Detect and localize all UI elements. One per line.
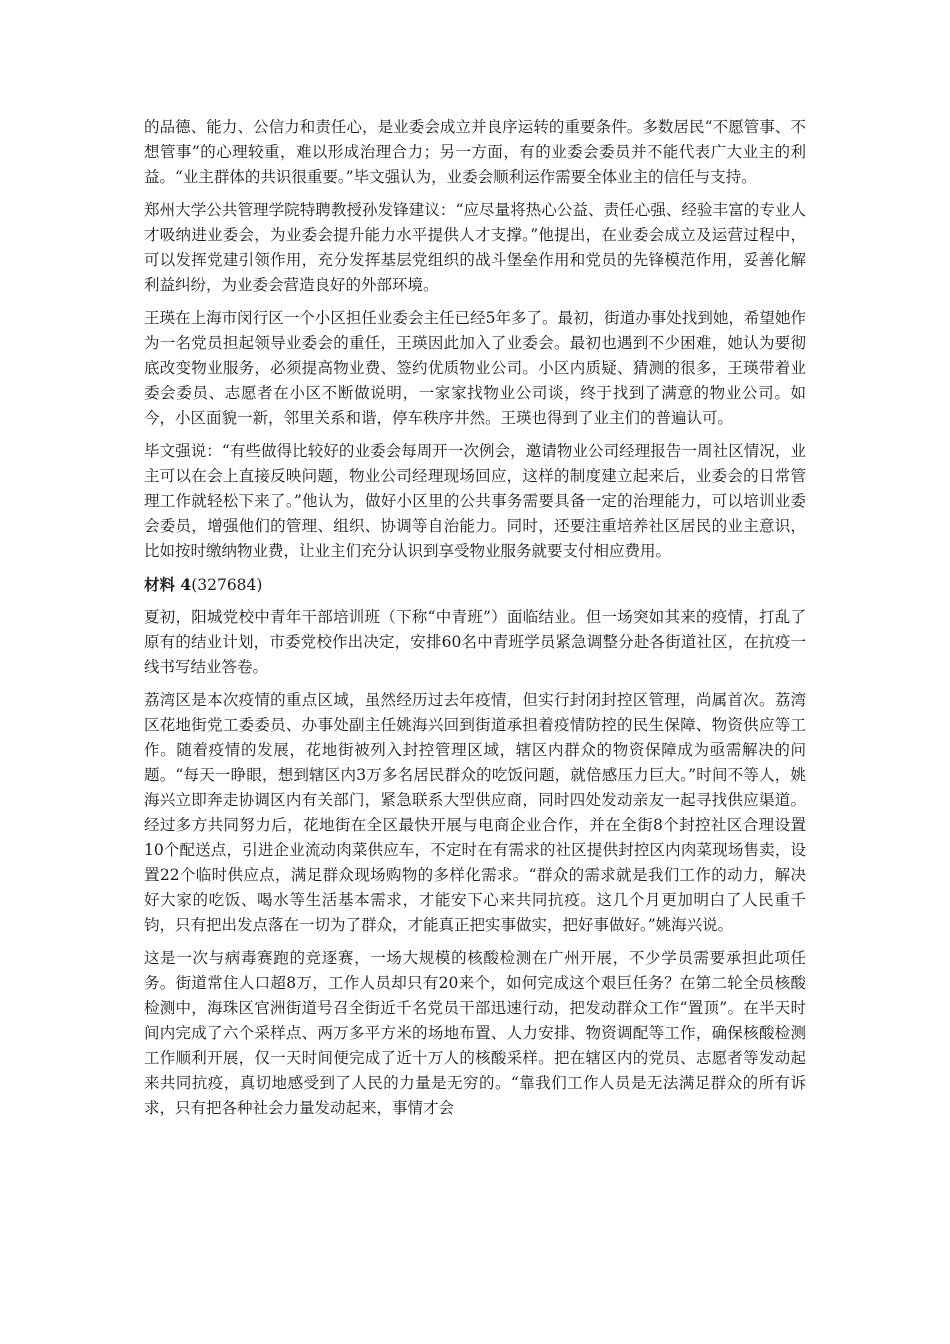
paragraph-5: 夏初，阳城党校中青年干部培训班（下称“中青班”）面临结业。但一场突如其来的疫情，打乱了原有的结业计划，市委党校作出决定，安排60名中青班学员紧急调整分赴各街道社区，在抗疫一线书写结业答卷。 — [144, 608, 806, 676]
paragraph-3: 王瑛在上海市闵行区一个小区担任业委会主任已经5年多了。最初，街道办事处找到她，希望她作为一名党员担起领导业委会的重任，王瑛因此加入了业委会。最初也遇到不少困难，她认为要彻底改变物业服务，必须提高物业费、签约优质物业公司。小区内质疑、猜测的很多，王瑛带着业委会委员、志愿者在小区不断做说明，一家家找物业公司谈，终于找到了满意的物业公司。如今，小区面貌一新，邻里关系和谐，停车秩序井然。王瑛也得到了业主们的普遍认可。 — [144, 309, 806, 427]
heading-label: 材料 4 — [144, 575, 192, 594]
paragraph-6: 荔湾区是本次疫情的重点区域，虽然经历过去年疫情，但实行封闭封控区管理，尚属首次。荔湾区花地街党工委委员、办事处副主任姚海兴回到街道承担着疫情防控的民生保障、物资供应等工作。随着疫情的发展，花地街被列入封控管理区域，辖区内群众的物资保障成为亟需解决的问题。“每天一睁眼，想到辖区内3万多名居民群众的吃饭问题，就倍感压力巨大。”时间不等人，姚海兴立即奔走协调区内有关部门，紧急联系大型供应商，同时四处发动亲友一起寻找供应渠道。经过多方共同努力后，花地街在全区最快开展与电商企业合作，并在全街8个封控社区合理设置10个配送点，引进企业流动肉菜供应车，不定时在有需求的社区提供封控区内肉菜现场售卖，设置22个临时供应点，满足群众现场购物的多样化需求。“群众的需求就是我们工作的动力，解决好大家的吃饭、喝水等生活基本需求，才能安下心来共同抗疫。这几个月更加明白了人民重千钧，只有把出发点落在一切为了群众，才能真正把实事做实，把好事做好。”姚海兴说。 — [144, 691, 806, 934]
document-page — [144, 115, 806, 1129]
paragraph-2: 郑州大学公共管理学院特聘教授孙发锋建议：“应尽量将热心公益、责任心强、经验丰富的专业人才吸纳进业委会，为业委会提升能力水平提供人才支撑。”他提出，在业委会成立及运营过程中，可以发挥党建引领作用，充分发挥基层党组织的战斗堡垒作用和党员的先锋模范作用，妥善化解利益纠纷，为业委会营造良好的外部环境。 — [144, 201, 806, 294]
paragraph-4: 毕文强说：“有些做得比较好的业委会每周开一次例会，邀请物业公司经理报告一周社区情况，业主可以在会上直接反映问题，物业公司经理现场回应，这样的制度建立起来后，业委会的日常管理工作就轻松下来了。”他认为，做好小区里的公共事务需要具备一定的治理能力，可以培训业委会委员，增强他们的管理、组织、协调等自治能力。同时，还要注重培养社区居民的业主意识，比如按时缴纳物业费，让业主们充分认识到享受物业服务就要支付相应费用。 — [144, 442, 806, 560]
paragraph-1: 的品德、能力、公信力和责任心，是业委会成立并良序运转的重要条件。多数居民“不愿管事、不想管事”的心理较重，难以形成治理合力；另一方面，有的业委会委员并不能代表广大业主的利益。“业主群体的共识很重要。”毕文强认为，业委会顺利运作需要全体业主的信任与支持。 — [144, 118, 806, 186]
section-heading — [144, 572, 806, 598]
paragraph-7: 这是一次与病毒赛跑的竞逐赛，一场大规模的核酸检测在广州开展，不少学员需要承担此项任务。街道常住人口超8万，工作人员却只有20来个，如何完成这个艰巨任务？在第二轮全员核酸检测中，海珠区官洲街道号召全街近千名党员干部迅速行动，把发动群众工作“置顶”。在半天时间内完成了六个采样点、两万多平方米的场地布置、人力安排、物资调配等工作，确保核酸检测工作顺利开展，仅一天时间便完成了近十万人的核酸采样。把在辖区内的党员、志愿者等发动起来共同抗疫，真切地感受到了人民的力量是无穷的。“靠我们工作人员是无法满足群众的所有诉求，只有把各种社会力量发动起来，事情才会 — [144, 949, 806, 1117]
heading-code: (327684) — [191, 576, 263, 594]
